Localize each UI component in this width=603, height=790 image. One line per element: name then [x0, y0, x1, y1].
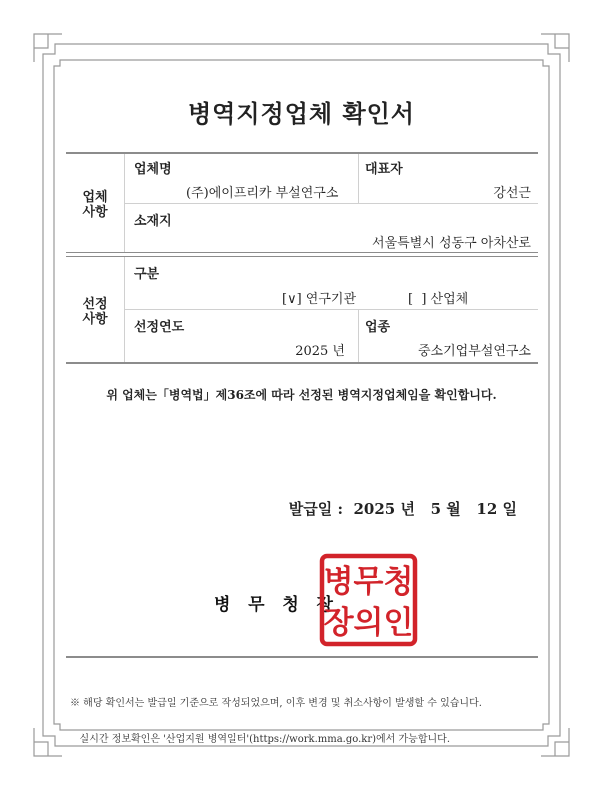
- footer-divider: [66, 656, 538, 658]
- footnote: [70, 674, 482, 758]
- designation-year-label: 선정연도: [134, 320, 185, 335]
- category-label: 구분: [134, 267, 160, 282]
- column-divider: [124, 154, 125, 252]
- document-title: 병역지정업체 확인서: [187, 99, 415, 128]
- row-divider: [124, 203, 538, 204]
- official-seal: [319, 553, 418, 647]
- row-divider: [124, 309, 538, 310]
- confirmation-statement: 위 업체는「병역법」제36조에 따라 선정된 병역지정업체임을 확인합니다.: [106, 388, 497, 402]
- column-divider: [124, 257, 125, 362]
- designation-year-value: 2025 년: [295, 344, 345, 359]
- issuer-name: 병 무 청 장: [214, 595, 333, 615]
- section-label-text: 선정 사항: [82, 297, 108, 327]
- seal-text-line: 장의인: [323, 605, 414, 641]
- seal-text-line: 병무청: [323, 564, 414, 600]
- company-section-label: [66, 190, 124, 220]
- table-top-border: [66, 152, 538, 154]
- section-divider: [66, 252, 538, 253]
- company-name-value: (주)에이프리카 부설연구소: [186, 186, 339, 201]
- table-bottom-border: [66, 362, 538, 364]
- issue-date: 발급일 : 2025 년 5 월 12 일: [288, 500, 517, 518]
- research-institute-checkbox: [∨] 연구기관: [282, 292, 357, 307]
- company-name-label: 업체명: [134, 162, 172, 177]
- section-label-text: 업체 사항: [82, 190, 108, 220]
- footnote-line: 실시간 정보확인은 '산업지원 병역일터'(https://work.mma.go.kr)에서 가능합니다.: [70, 734, 450, 745]
- footnote-line: ※ 해당 확인서는 발급일 기준으로 작성되었으며, 이후 변경 및 취소사항이 발생할 수 있습니다.: [70, 698, 482, 709]
- address-label: 소재지: [134, 214, 172, 229]
- business-type-label: 업종: [365, 320, 391, 335]
- industry-checkbox: [ ] 산업체: [408, 292, 469, 307]
- business-type-value: 중소기업부설연구소: [417, 344, 531, 359]
- address-value: 서울특별시 성동구 아차산로: [372, 236, 531, 251]
- section-divider: [66, 256, 538, 257]
- representative-value: 강선근: [493, 186, 531, 201]
- column-divider: [358, 154, 359, 203]
- designation-section-label: [66, 297, 124, 327]
- representative-label: 대표자: [365, 162, 403, 177]
- column-divider: [358, 310, 359, 362]
